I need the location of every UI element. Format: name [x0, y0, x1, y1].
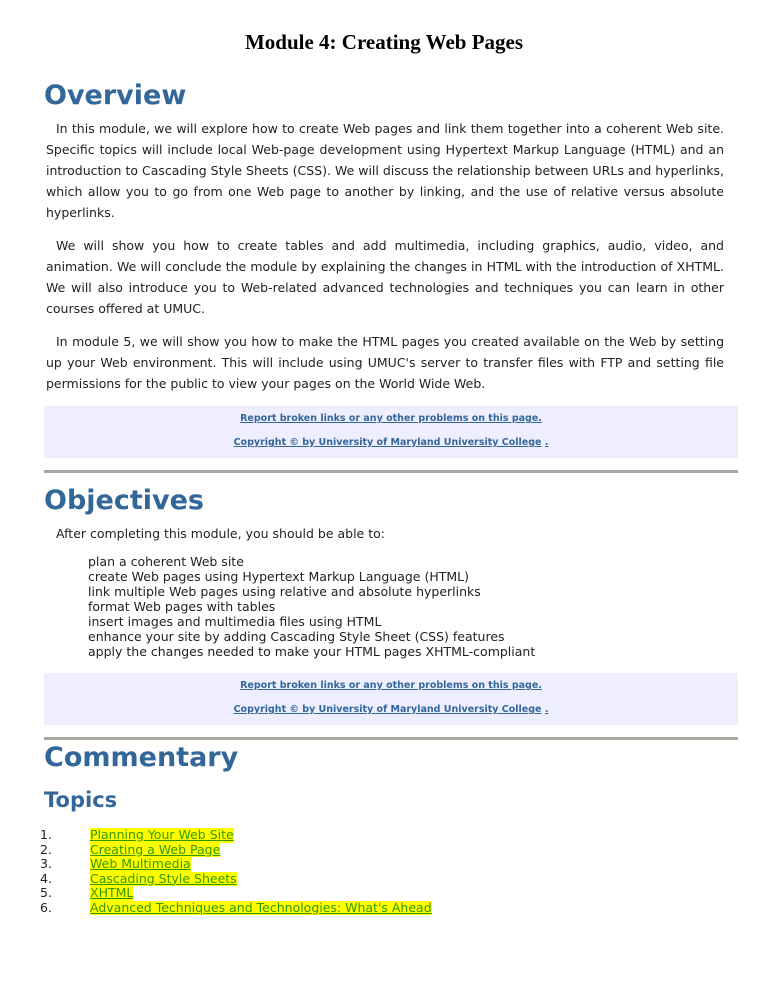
overview-heading: Overview — [44, 80, 187, 111]
topic-link[interactable]: Cascading Style Sheets — [90, 870, 237, 886]
objective-item: create Web pages using Hypertext Markup Language (HTML) — [88, 569, 469, 584]
copyright-link[interactable]: Copyright © by University of Maryland University College — [233, 437, 542, 448]
footer-dot-link[interactable]: . — [544, 704, 549, 715]
topic-item — [40, 828, 738, 843]
overview-paragraph: In module 5, we will show you how to make the HTML pages you created available on the Web by setting up your Web environment. This will include using UMUC's server to transfer files with FTP and setting file permissions for the public to view your pages on the World Wide Web. — [46, 334, 724, 391]
topic-item — [40, 843, 738, 858]
topic-number: 6. — [40, 899, 52, 915]
overview-paragraph: In this module, we will explore how to create Web pages and link them together into a coherent Web site. Specific topics will include local Web-page development using Hypertext Markup Language (HTML) and an introduction to Cascading Style Sheets (CSS). We will discuss the relationship between URLs and hyperlinks, which allow you to go from one Web page to another by linking, and the use of relative versus absolute hyperlinks. — [46, 121, 724, 220]
objective-item: enhance your site by adding Cascading Style Sheet (CSS) features — [88, 629, 505, 644]
topic-link[interactable]: Web Multimedia — [90, 856, 191, 871]
topic-link[interactable]: Creating a Web Page — [90, 841, 221, 857]
objective-item: link multiple Web pages using relative and absolute hyperlinks — [88, 584, 481, 599]
objective-item: insert images and multimedia files using HTML — [88, 614, 382, 629]
topic-number: 3. — [40, 856, 52, 871]
page-footer — [44, 673, 738, 725]
topic-item — [40, 901, 738, 916]
objectives-intro: After completing this module, you should be able to: — [56, 526, 385, 541]
topic-item — [40, 872, 738, 887]
topic-item — [40, 857, 738, 872]
topic-item — [40, 886, 738, 901]
topic-number: 2. — [40, 841, 52, 857]
overview-paragraph: We will show you how to create tables and add multimedia, including graphics, audio, video, and animation. We will conclude the module by explaining the changes in HTML with the introduction of XHTML. We will also introduce you to Web-related advanced technologies and techniques you can learn in other courses offered at UMUC. — [46, 238, 724, 316]
topic-number: 5. — [40, 885, 52, 900]
objective-item: format Web pages with tables — [88, 599, 276, 614]
report-problems-link[interactable]: Report broken links or any other problems on this page. — [240, 413, 542, 424]
topic-number: 1. — [40, 827, 52, 842]
objective-item: apply the changes needed to make your HTML pages XHTML-compliant — [88, 644, 536, 659]
topics-heading: Topics — [44, 788, 118, 812]
objectives-list — [88, 554, 738, 659]
objective-item: plan a coherent Web site — [88, 554, 244, 569]
report-problems-link[interactable]: Report broken links or any other problems on this page. — [240, 680, 542, 691]
commentary-heading: Commentary — [44, 742, 239, 773]
divider — [44, 470, 738, 473]
copyright-link[interactable]: Copyright © by University of Maryland University College — [233, 704, 542, 715]
page-title: Module 4: Creating Web Pages — [244, 30, 524, 54]
topic-link[interactable]: Advanced Techniques and Technologies: What's Ahead — [90, 899, 432, 915]
topics-list — [40, 828, 738, 915]
objectives-heading: Objectives — [44, 485, 204, 516]
page-footer — [44, 406, 738, 458]
topic-link[interactable]: XHTML — [90, 885, 134, 900]
topic-number: 4. — [40, 870, 52, 886]
footer-dot-link[interactable]: . — [544, 437, 549, 448]
topic-link[interactable]: Planning Your Web Site — [90, 827, 234, 842]
